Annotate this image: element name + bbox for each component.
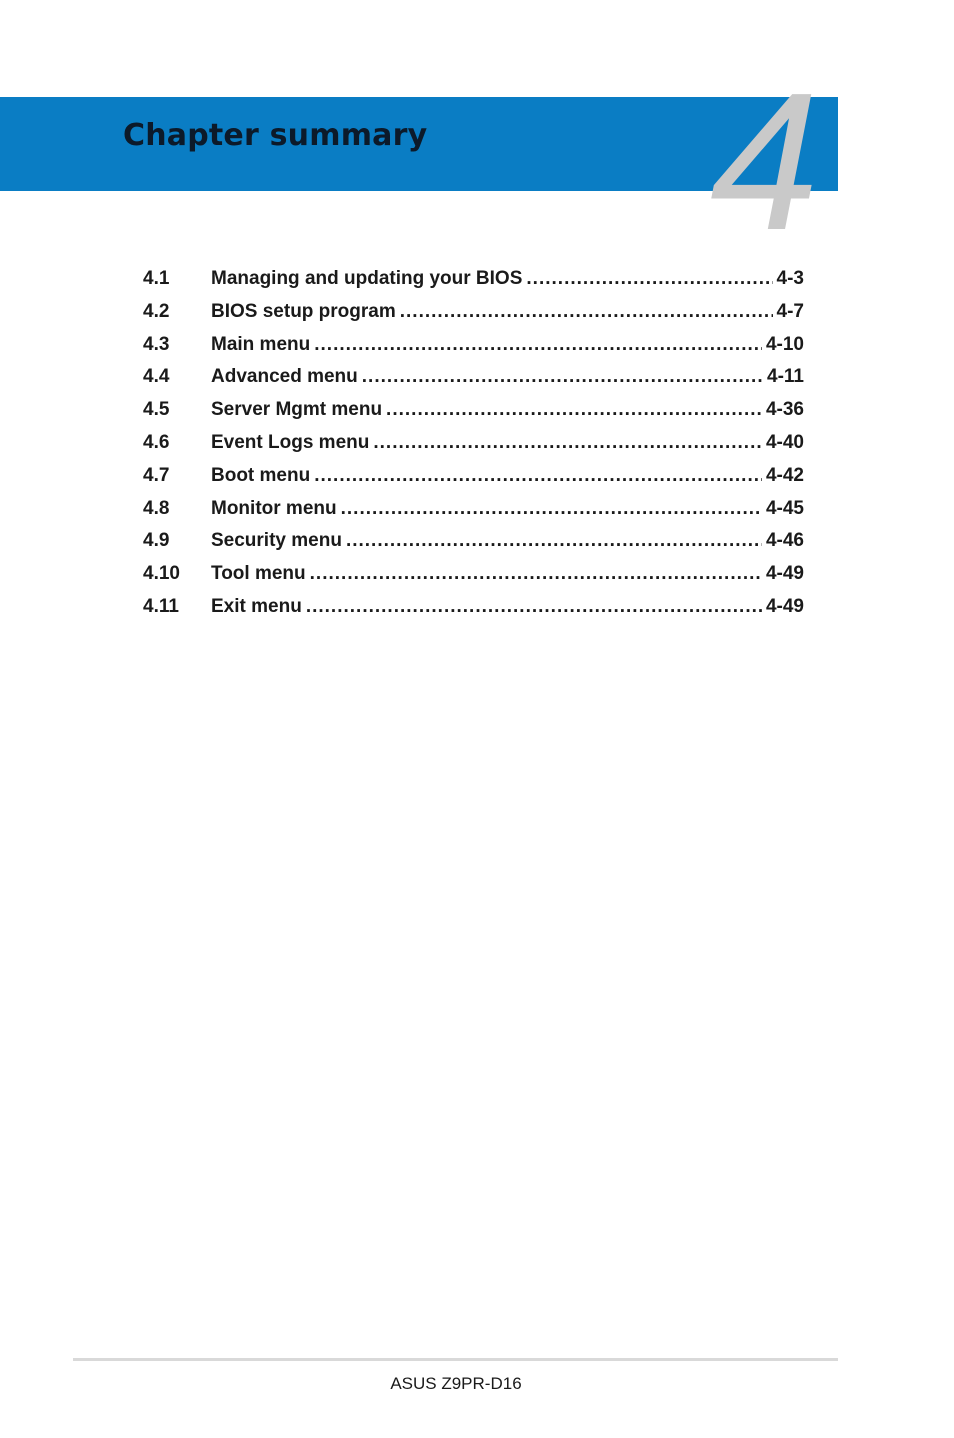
toc-entry-number: 4.6 xyxy=(143,431,170,453)
chapter-number: 4 xyxy=(710,52,820,271)
toc-entry-title: Managing and updating your BIOS xyxy=(211,268,523,289)
toc-leader-dots xyxy=(314,465,762,487)
toc-entry-page: 4-49 xyxy=(765,563,804,585)
toc-entry-page: 4-49 xyxy=(765,595,804,617)
toc-entry-title: Security menu xyxy=(211,530,342,552)
toc-entry-number: 4.5 xyxy=(143,399,170,421)
toc-leader-dots xyxy=(362,366,763,388)
toc-entry-title: Event Logs menu xyxy=(211,431,370,453)
toc-entry-number: 4.4 xyxy=(143,366,170,388)
toc-entry[interactable] xyxy=(143,268,804,301)
toc-entry-title: Monitor menu xyxy=(211,497,337,519)
toc-entry-title: Boot menu xyxy=(211,464,311,486)
toc-entry-page: 4-40 xyxy=(765,431,804,453)
toc-leader-dots xyxy=(400,301,773,323)
toc-entry-page: 4-45 xyxy=(765,497,804,519)
toc-entry-number: 4.1 xyxy=(143,268,170,289)
toc-entry[interactable] xyxy=(143,498,804,531)
toc-entry-number: 4.3 xyxy=(143,333,170,355)
toc-leader-dots xyxy=(386,399,762,421)
toc-entry-title: Main menu xyxy=(211,333,311,355)
toc-entry-page: 4-10 xyxy=(765,333,804,355)
toc-entry[interactable] xyxy=(143,432,804,465)
toc-leader-dots xyxy=(306,596,762,618)
toc-entry-page: 4-42 xyxy=(765,464,804,486)
toc-entry-number: 4.11 xyxy=(143,595,179,617)
toc-entry[interactable] xyxy=(143,465,804,498)
toc-entry-title: Advanced menu xyxy=(211,366,358,388)
toc-entry-title: Exit menu xyxy=(211,595,302,617)
toc-entry[interactable] xyxy=(143,596,804,629)
toc-entry-title: Server Mgmt menu xyxy=(211,399,383,421)
toc-entry-number: 4.9 xyxy=(143,530,170,552)
toc-entry-number: 4.10 xyxy=(143,563,180,585)
toc-entry-page: 4-7 xyxy=(776,300,804,322)
toc-leader-dots xyxy=(373,432,762,454)
footer-divider xyxy=(73,1358,838,1361)
toc-entry-page: 4-36 xyxy=(765,399,804,421)
toc-entry[interactable] xyxy=(143,366,804,399)
toc-leader-dots xyxy=(341,498,762,520)
chapter-title: Chapter summary xyxy=(123,118,428,153)
toc-entry[interactable] xyxy=(143,301,804,334)
toc-entry-title: Tool menu xyxy=(211,563,306,585)
toc-entry-number: 4.2 xyxy=(143,300,170,322)
footer-product-name: ASUS Z9PR-D16 xyxy=(390,1374,522,1393)
toc-entry[interactable] xyxy=(143,563,804,596)
toc-entry-page: 4-3 xyxy=(776,268,804,289)
toc-entry-number: 4.8 xyxy=(143,497,170,519)
toc-entry[interactable] xyxy=(143,530,804,563)
toc-leader-dots xyxy=(346,530,762,552)
toc-entry[interactable] xyxy=(143,399,804,432)
toc-entry-page: 4-46 xyxy=(765,530,804,552)
toc-entry-title: BIOS setup program xyxy=(211,300,396,322)
table-of-contents xyxy=(143,268,804,629)
toc-leader-dots xyxy=(310,563,762,585)
toc-leader-dots xyxy=(314,334,762,356)
toc-leader-dots xyxy=(526,268,772,290)
toc-entry-page: 4-11 xyxy=(767,366,804,388)
toc-entry[interactable] xyxy=(143,334,804,367)
toc-entry-number: 4.7 xyxy=(143,464,170,486)
